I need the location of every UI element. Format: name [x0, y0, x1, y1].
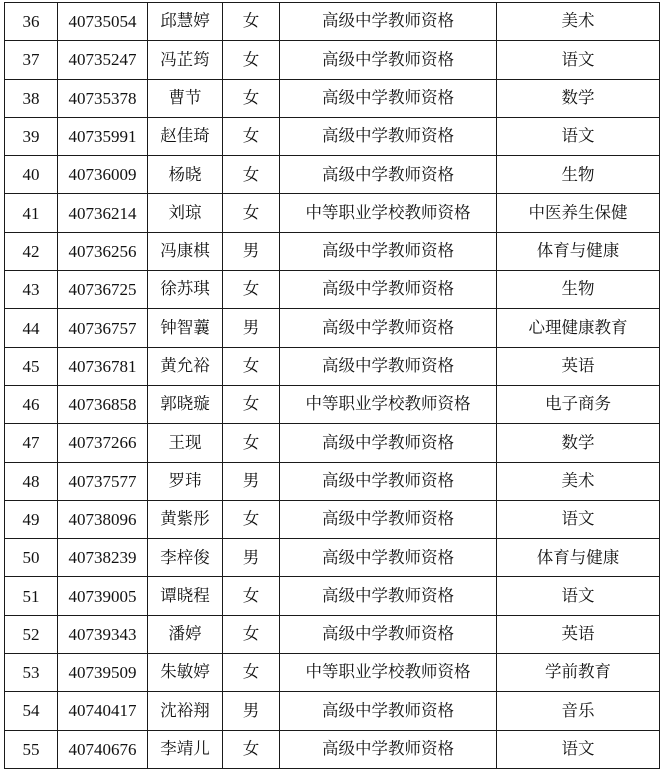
gender-cell: 女: [223, 654, 280, 692]
gender-cell: 女: [223, 424, 280, 462]
candidate-id-cell: 40736858: [58, 385, 148, 423]
row-number-cell: 41: [5, 194, 58, 232]
qualification-cell: 高级中学教师资格: [280, 692, 497, 730]
subject-cell: 语文: [497, 500, 660, 538]
name-cell: 冯芷筠: [148, 41, 223, 79]
qualification-cell: 高级中学教师资格: [280, 424, 497, 462]
name-cell: 邱慧婷: [148, 3, 223, 41]
row-number-cell: 50: [5, 539, 58, 577]
table-row: [5, 347, 660, 385]
row-number-cell: 46: [5, 385, 58, 423]
candidate-id-cell: 40737266: [58, 424, 148, 462]
subject-cell: 语文: [497, 730, 660, 768]
candidate-id-cell: 40740676: [58, 730, 148, 768]
subject-cell: 数学: [497, 79, 660, 117]
qualification-cell: 高级中学教师资格: [280, 347, 497, 385]
candidate-id-cell: 40735991: [58, 117, 148, 155]
subject-cell: 美术: [497, 462, 660, 500]
gender-cell: 男: [223, 692, 280, 730]
qualification-cell: 高级中学教师资格: [280, 156, 497, 194]
table-row: [5, 577, 660, 615]
name-cell: 曹节: [148, 79, 223, 117]
candidate-id-cell: 40735054: [58, 3, 148, 41]
candidate-id-cell: 40736009: [58, 156, 148, 194]
table-row: [5, 3, 660, 41]
qualification-cell: 高级中学教师资格: [280, 232, 497, 270]
gender-cell: 女: [223, 156, 280, 194]
gender-cell: 女: [223, 347, 280, 385]
gender-cell: 男: [223, 539, 280, 577]
name-cell: 王现: [148, 424, 223, 462]
name-cell: 谭晓程: [148, 577, 223, 615]
table-row: [5, 462, 660, 500]
candidate-id-cell: 40735247: [58, 41, 148, 79]
subject-cell: 音乐: [497, 692, 660, 730]
name-cell: 罗玮: [148, 462, 223, 500]
table-row: [5, 500, 660, 538]
row-number-cell: 54: [5, 692, 58, 730]
gender-cell: 女: [223, 117, 280, 155]
qualification-cell: 高级中学教师资格: [280, 117, 497, 155]
subject-cell: 英语: [497, 347, 660, 385]
subject-cell: 心理健康教育: [497, 309, 660, 347]
candidate-id-cell: 40736757: [58, 309, 148, 347]
row-number-cell: 44: [5, 309, 58, 347]
qualification-cell: 高级中学教师资格: [280, 730, 497, 768]
gender-cell: 男: [223, 462, 280, 500]
table-row: [5, 79, 660, 117]
gender-cell: 女: [223, 79, 280, 117]
name-cell: 徐苏琪: [148, 271, 223, 309]
subject-cell: 生物: [497, 271, 660, 309]
table-row: [5, 654, 660, 692]
table-row: [5, 271, 660, 309]
qualification-cell: 高级中学教师资格: [280, 41, 497, 79]
row-number-cell: 55: [5, 730, 58, 768]
row-number-cell: 42: [5, 232, 58, 270]
row-number-cell: 38: [5, 79, 58, 117]
qualification-cell: 高级中学教师资格: [280, 500, 497, 538]
gender-cell: 女: [223, 3, 280, 41]
subject-cell: 英语: [497, 615, 660, 653]
subject-cell: 语文: [497, 117, 660, 155]
qualification-cell: 高级中学教师资格: [280, 462, 497, 500]
table-row: [5, 730, 660, 768]
row-number-cell: 47: [5, 424, 58, 462]
candidate-id-cell: 40740417: [58, 692, 148, 730]
gender-cell: 女: [223, 41, 280, 79]
qualification-cell: 高级中学教师资格: [280, 615, 497, 653]
row-number-cell: 45: [5, 347, 58, 385]
subject-cell: 体育与健康: [497, 232, 660, 270]
name-cell: 朱敏婷: [148, 654, 223, 692]
results-table: [4, 2, 660, 769]
candidate-id-cell: 40739509: [58, 654, 148, 692]
subject-cell: 生物: [497, 156, 660, 194]
candidate-id-cell: 40736725: [58, 271, 148, 309]
table-row: [5, 539, 660, 577]
table-row: [5, 194, 660, 232]
row-number-cell: 37: [5, 41, 58, 79]
name-cell: 潘婷: [148, 615, 223, 653]
table-row: [5, 424, 660, 462]
name-cell: 沈裕翔: [148, 692, 223, 730]
name-cell: 李靖儿: [148, 730, 223, 768]
qualification-cell: 高级中学教师资格: [280, 577, 497, 615]
candidate-id-cell: 40739343: [58, 615, 148, 653]
qualification-cell: 高级中学教师资格: [280, 271, 497, 309]
table-row: [5, 385, 660, 423]
qualification-cell: 高级中学教师资格: [280, 309, 497, 347]
subject-cell: 语文: [497, 577, 660, 615]
qualification-cell: 中等职业学校教师资格: [280, 385, 497, 423]
gender-cell: 男: [223, 309, 280, 347]
row-number-cell: 36: [5, 3, 58, 41]
subject-cell: 学前教育: [497, 654, 660, 692]
row-number-cell: 48: [5, 462, 58, 500]
qualification-cell: 高级中学教师资格: [280, 3, 497, 41]
table-row: [5, 41, 660, 79]
candidate-id-cell: 40739005: [58, 577, 148, 615]
table-row: [5, 156, 660, 194]
name-cell: 刘琼: [148, 194, 223, 232]
row-number-cell: 53: [5, 654, 58, 692]
gender-cell: 女: [223, 385, 280, 423]
row-number-cell: 40: [5, 156, 58, 194]
name-cell: 钟智蘘: [148, 309, 223, 347]
name-cell: 郭晓璇: [148, 385, 223, 423]
candidate-id-cell: 40738096: [58, 500, 148, 538]
name-cell: 杨晓: [148, 156, 223, 194]
name-cell: 李梓俊: [148, 539, 223, 577]
row-number-cell: 43: [5, 271, 58, 309]
name-cell: 赵佳琦: [148, 117, 223, 155]
candidate-id-cell: 40735378: [58, 79, 148, 117]
subject-cell: 电子商务: [497, 385, 660, 423]
subject-cell: 体育与健康: [497, 539, 660, 577]
gender-cell: 女: [223, 730, 280, 768]
table-row: [5, 692, 660, 730]
name-cell: 冯康棋: [148, 232, 223, 270]
candidate-id-cell: 40736781: [58, 347, 148, 385]
subject-cell: 中医养生保健: [497, 194, 660, 232]
subject-cell: 语文: [497, 41, 660, 79]
subject-cell: 数学: [497, 424, 660, 462]
table-row: [5, 309, 660, 347]
subject-cell: 美术: [497, 3, 660, 41]
row-number-cell: 52: [5, 615, 58, 653]
candidate-id-cell: 40736256: [58, 232, 148, 270]
gender-cell: 女: [223, 271, 280, 309]
candidate-id-cell: 40737577: [58, 462, 148, 500]
gender-cell: 女: [223, 500, 280, 538]
row-number-cell: 39: [5, 117, 58, 155]
candidate-id-cell: 40736214: [58, 194, 148, 232]
row-number-cell: 49: [5, 500, 58, 538]
table-row: [5, 615, 660, 653]
qualification-cell: 中等职业学校教师资格: [280, 654, 497, 692]
table-row: [5, 232, 660, 270]
row-number-cell: 51: [5, 577, 58, 615]
gender-cell: 女: [223, 577, 280, 615]
candidate-id-cell: 40738239: [58, 539, 148, 577]
qualification-cell: 高级中学教师资格: [280, 79, 497, 117]
table-row: [5, 117, 660, 155]
qualification-cell: 中等职业学校教师资格: [280, 194, 497, 232]
name-cell: 黄允裕: [148, 347, 223, 385]
gender-cell: 男: [223, 232, 280, 270]
gender-cell: 女: [223, 615, 280, 653]
gender-cell: 女: [223, 194, 280, 232]
qualification-cell: 高级中学教师资格: [280, 539, 497, 577]
results-table-container: [0, 2, 663, 777]
name-cell: 黄紫彤: [148, 500, 223, 538]
